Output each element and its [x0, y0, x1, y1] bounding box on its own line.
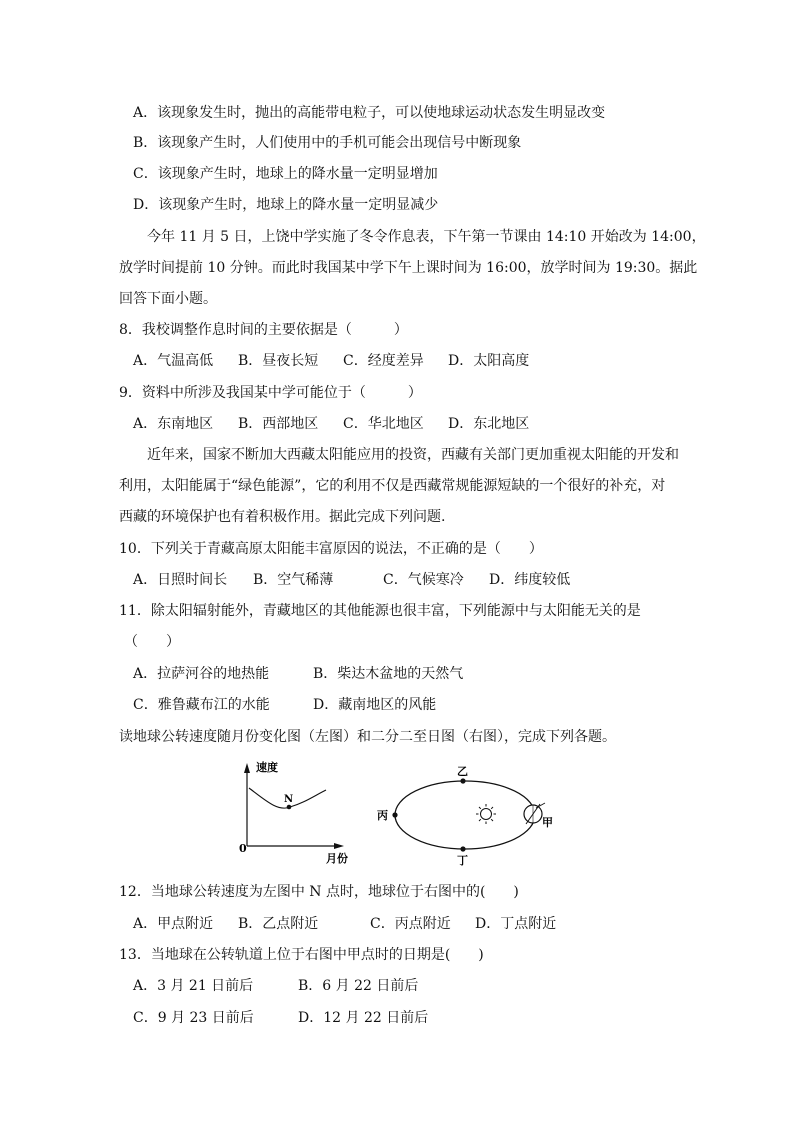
q9-option-d: D．东北地区	[448, 416, 530, 432]
orbit-chart	[377, 765, 553, 867]
q12-options	[133, 914, 653, 934]
q12-option-d: D．丁点附近	[475, 916, 557, 932]
point-n	[287, 805, 292, 810]
q11-option-c: C．雅鲁藏布江的水能	[133, 697, 270, 713]
q11-option-d: D．藏南地区的风能	[313, 697, 437, 713]
q10-option-d: D．纬度较低	[489, 572, 571, 588]
q8-options	[133, 351, 653, 371]
q13-option-b: B．6 月 22 日前后	[298, 978, 419, 994]
q9-options	[133, 414, 653, 434]
q10-option-c: C．气候寒冷	[383, 572, 464, 588]
q8-option-b: B．昼夜长短	[238, 353, 319, 369]
q10-option-b: B．空气稀薄	[253, 572, 334, 588]
speed-curve	[249, 788, 326, 808]
q9-option-a: A．东南地区	[133, 416, 214, 432]
q13-stem: 13．当地球在公转轨道上位于右图中甲点时的日期是( )	[119, 947, 484, 963]
q12-option-b: B．乙点附近	[238, 916, 319, 932]
q11-options-row1	[133, 664, 653, 684]
q7-option-c: C．该现象产生时，地球上的降水量一定明显增加	[133, 166, 438, 182]
q11-stem-continued: （ ）	[124, 634, 180, 650]
y-axis-label: 速度	[256, 761, 278, 774]
x-axis-arrow	[334, 843, 344, 849]
q12-stem: 12．当地球公转速度为左图中 N 点时，地球位于右图中的( )	[119, 884, 519, 900]
q9-stem: 9．资料中所涉及我国某中学可能位于（ ）	[119, 385, 422, 401]
label-jia: 甲	[542, 816, 553, 829]
sun-icon	[476, 804, 496, 824]
q8-option-c: C．经度差异	[343, 353, 424, 369]
q13-options-row1	[133, 976, 653, 996]
q10-stem: 10．下列关于青藏高原太阳能丰富原因的说法，不正确的是（ ）	[119, 541, 543, 557]
passage1-line-1: 今年 11 月 5 日，上饶中学实施了冬令作息表，下午第一节课由 14:10 开始改为 14:00，	[147, 229, 706, 245]
q13-options-row2	[133, 1008, 653, 1028]
point-bing	[392, 812, 397, 817]
q13-option-d: D．12 月 22 日前后	[298, 1010, 429, 1026]
point-yi	[460, 778, 465, 783]
q11-stem: 11．除太阳辐射能外，青藏地区的其他能源也很丰富，下列能源中与太阳能无关的是	[119, 603, 641, 619]
q9-option-c: C．华北地区	[343, 416, 424, 432]
origin-label: 0	[239, 842, 247, 855]
speed-month-chart	[239, 760, 348, 865]
q8-option-d: D．太阳高度	[448, 353, 530, 369]
figure-intro: 读地球公转速度随月份变化图（左图）和二分二至日图（右图），完成下列各题。	[119, 729, 616, 745]
passage2-line-3: 西藏的环境保护也有着积极作用。据此完成下列问题.	[119, 509, 446, 525]
q12-option-c: C．丙点附近	[370, 916, 451, 932]
q13-option-a: A．3 月 21 日前后	[133, 978, 254, 994]
q8-stem: 8．我校调整作息时间的主要依据是（ ）	[119, 322, 408, 338]
point-n-label: N	[284, 794, 294, 805]
passage2-line-2: 利用，太阳能属于“绿色能源”，它的利用不仅是西藏常规能源短缺的一个很好的补充，对	[119, 478, 666, 494]
passage1-line-3: 回答下面小题。	[119, 291, 217, 307]
q7-option-b: B．该现象产生时，人们使用中的手机可能会出现信号中断现象	[133, 135, 522, 151]
q7-option-d: D．该现象产生时，地球上的降水量一定明显减少	[133, 197, 439, 213]
passage2-line-1: 近年来，国家不断加大西藏太阳能应用的投资，西藏有关部门更加重视太阳能的开发和	[147, 447, 679, 463]
q11-option-b: B．柴达木盆地的天然气	[313, 666, 464, 682]
q8-option-a: A．气温高低	[133, 353, 214, 369]
orbit-ellipse	[395, 781, 535, 849]
earth-at-jia-icon	[524, 803, 545, 824]
q7-option-a: A．该现象发生时，抛出的高能带电粒子，可以使地球运动状态发生明显改变	[133, 105, 606, 121]
q11-option-a: A．拉萨河谷的地热能	[133, 666, 270, 682]
q12-option-a: A．甲点附近	[133, 916, 214, 932]
q10-option-a: A．日照时间长	[133, 572, 228, 588]
label-yi: 乙	[457, 765, 468, 778]
q10-options	[133, 570, 653, 590]
q13-option-c: C．9 月 23 日前后	[133, 1010, 254, 1026]
x-axis-label: 月份	[326, 852, 348, 865]
point-ding	[460, 846, 465, 851]
y-axis-arrow	[244, 763, 250, 773]
label-ding: 丁	[457, 854, 468, 867]
q11-options-row2	[133, 695, 653, 715]
q9-option-b: B．西部地区	[238, 416, 319, 432]
passage1-line-2: 放学时间提前 10 分钟。而此时我国某中学下午上课时间为 16:00，放学时间为 19:30。据此	[119, 260, 698, 276]
label-bing: 丙	[377, 809, 388, 822]
